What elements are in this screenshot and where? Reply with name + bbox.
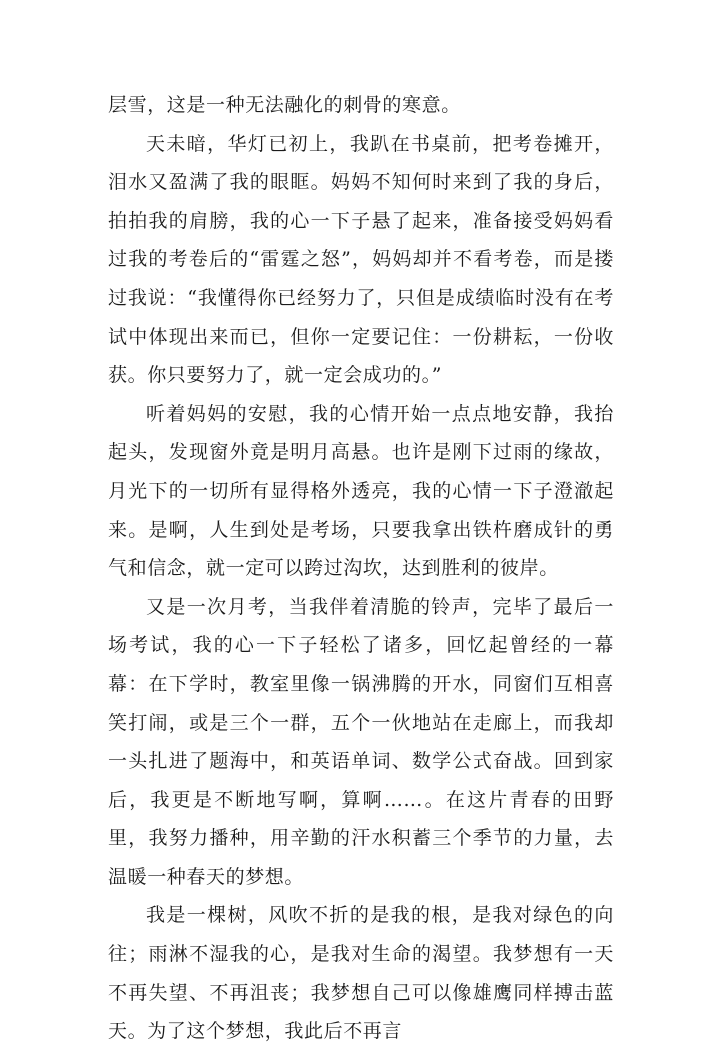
paragraph-2: 天未暗，华灯已初上，我趴在书桌前，把考卷摊开，泪水又盈满了我的眼眶。妈妈不知何时来到了我的身后，拍拍我的肩膀，我的心一下子悬了起来，准备接受妈妈看过我的考卷后的“雷霆之怒”，妈妈却并不看考卷，而是搂过我说：“我懂得你已经努力了，只但是成绩临时没有在考试中体现出来而已，但你一定要记住：一份耕耘，一份收获。你只要努力了，就一定会成功的。” xyxy=(108,132,614,387)
paragraph-3: 听着妈妈的安慰，我的心情开始一点点地安静，我抬起头，发现窗外竟是明月高悬。也许是刚下过雨的缘故，月光下的一切所有显得格外透亮，我的心情一下子澄澈起来。是啊，人生到处是考场，只要我拿出铁杵磨成针的勇气和信念，就一定可以跨过沟坎，达到胜利的彼岸。 xyxy=(108,402,614,580)
body-text xyxy=(108,86,614,1051)
paragraph-4: 又是一次月考，当我伴着清脆的铃声，完毕了最后一场考试，我的心一下子轻松了诸多，回忆起曾经的一幕幕：在下学时，教室里像一锅沸腾的开水，同窗们互相喜笑打闹，或是三个一群，五个一伙地站在走廊上，而我却一头扎进了题海中，和英语单词、数学公式奋战。回到家后，我更是不断地写啊，算啊……。在这片青春的田野里，我努力播种，用辛勤的汗水积蓄三个季节的力量，去温暖一种春天的梦想。 xyxy=(108,595,614,888)
paragraph-1: 层雪，这是一种无法融化的刺骨的寒意。 xyxy=(108,94,461,116)
paragraph-5: 我是一棵树，风吹不折的是我的根，是我对绿色的向往；雨淋不湿我的心，是我对生命的渴望。我梦想有一天不再失望、不再沮丧；我梦想自己可以像雄鹰同样搏击蓝天。为了这个梦想，我此后不再言 xyxy=(108,904,614,1043)
